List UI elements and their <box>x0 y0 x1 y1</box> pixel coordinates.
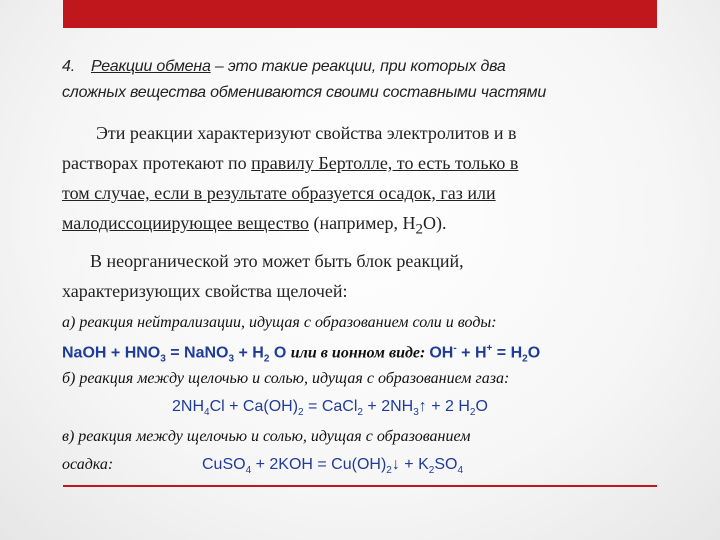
p1-line-3: том случае, если в результате образуется осадок, газ или <box>62 183 496 203</box>
precipitate-arrow-icon: ↓ <box>391 456 400 473</box>
berthollet-rule-link: правилу Бертолле, то есть только в <box>251 153 519 173</box>
reaction-a-label: а) реакция нейтрализации, идущая с образованием соли и воды: <box>62 314 497 331</box>
p2-line-2: характеризующих свойства щелочей: <box>62 281 348 301</box>
heading-line-2: сложных вещества обмениваются своими составными частями <box>62 84 547 101</box>
reaction-b-equation: $2NH_4Cl + Ca(OH)_2$ = CaCl$_2$ + $2NH_3↑ + 2$ $H_2O$ <box>172 398 488 419</box>
heading-number: 4. <box>62 58 75 75</box>
p1-line-4-end: O). <box>423 213 447 233</box>
water-subscript: 2 <box>415 221 424 238</box>
reaction-c-label-line-1: в) реакция между щелочью и солью, идущая с образованием <box>62 428 471 445</box>
p1-line-1: Эти реакции характеризуют свойства электролитов и в <box>96 123 517 143</box>
top-accent-bar <box>63 0 657 28</box>
reaction-c-equation: CuSO$_4$ + $2KOH = Cu(OH)_2↓ + K_2SO_4$ <box>202 456 464 477</box>
reaction-c-label-line-2: осадка: <box>62 456 114 473</box>
section-heading <box>62 54 682 106</box>
weak-electrolyte-term: малодиссоциирующее вещество <box>62 213 310 233</box>
p1-line-4 <box>62 208 662 245</box>
p1-line-2-text: растворах протекают по <box>62 153 252 173</box>
gas-arrow-icon: ↑ <box>418 398 427 415</box>
ionic-form-label: или в ионном виде: <box>290 344 430 362</box>
bottom-accent-rule <box>63 485 657 487</box>
paragraph-berthollet <box>62 118 662 245</box>
p2-line-1: В неорганической это может быть блок реакций, <box>90 251 464 271</box>
reaction-b-label: б) реакция между щелочью и солью, идущая с образованием газа: <box>62 370 510 387</box>
paragraph-inorganic <box>62 246 662 306</box>
p1-line-4-text: (например, H <box>309 213 416 233</box>
p1-line-2 <box>62 148 662 178</box>
heading-rest: – это такие реакции, при которых два <box>210 58 506 75</box>
reaction-a-equation: NaOH + $HNO_3$ = NaNO$_3$ + $H_2$ O или в ионном виде: $OH^- + H^+ = H_2O$ <box>62 343 541 365</box>
heading-line-1 <box>62 54 682 80</box>
heading-term: Реакции обмена <box>90 58 211 75</box>
